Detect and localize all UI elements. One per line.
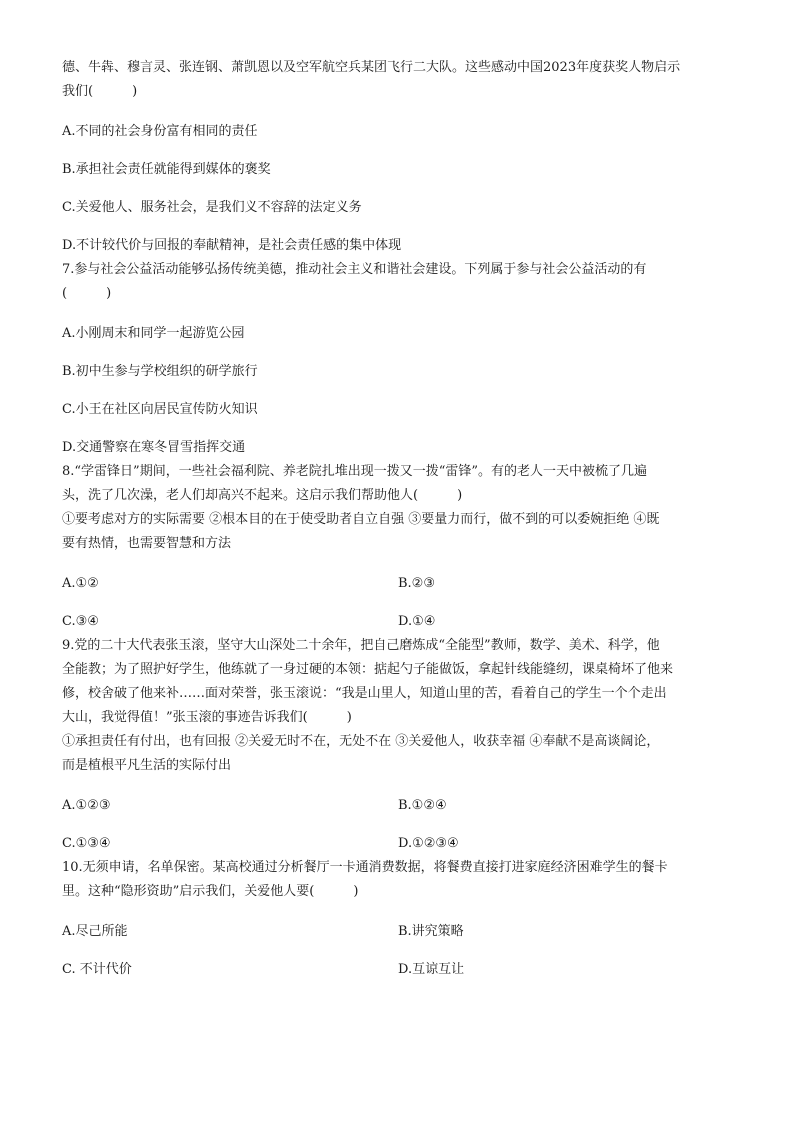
q9-options-row-2 [62,832,734,856]
q9-option-c: C.①③④ [62,836,111,851]
q8-option-b: B.②③ [398,576,435,591]
q10-options-row-1 [62,920,734,944]
q8-options-row-2 [62,610,734,634]
q6-stem-line-2: 我们( ) [62,84,138,99]
exam-page [62,56,734,982]
q8-options-row-1 [62,572,734,596]
q10-option-d: D.互谅互让 [398,962,465,977]
q9-statements-line-2: 而是植根平凡生活的实际付出 [62,758,232,773]
q9-stem-line-1: 9.党的二十大代表张玉滚，坚守大山深处二十余年，把自己磨炼成“全能型”教师，数学、美术、科学，他 [62,638,660,653]
q9-statements-line-1: ①承担责任有付出，也有回报 ②关爱无时不在，无处不在 ③关爱他人，收获幸福 ④奉献不是高谈阔论， [62,734,660,749]
q10-option-c: C. 不计代价 [62,962,132,977]
q7-option-a: A.小刚周末和同学一起游览公园 [62,326,245,341]
q9-options-row-1 [62,794,734,818]
q6-option-a: A.不同的社会身份富有相同的责任 [62,124,258,139]
q9-stem-line-3: 修，校舍破了他来补……面对荣誉，张玉滚说：“我是山里人，知道山里的苦，看着自己的学生一个个走出 [62,686,667,701]
q6-option-c: C.关爱他人、服务社会，是我们义不容辞的法定义务 [62,200,362,215]
q8-statements-line-1: ①要考虑对方的实际需要 ②根本目的在于使受助者自立自强 ③要量力而行，做不到的可以委婉拒绝 ④既 [62,512,660,527]
q8-stem-line-1: 8.“学雷锋日”期间，一些社会福利院、养老院扎堆出现一拨又一拨“雷锋”。有的老人一天中被梳了几遍 [62,464,647,479]
q9-option-b: B.①②④ [398,798,447,813]
q8-stem-line-2: 头，洗了几次澡，老人们却高兴不起来。这启示我们帮助他人( ) [62,488,463,503]
q7-stem-line-2: ( ) [62,286,112,301]
q10-option-b: B.讲究策略 [398,924,464,939]
q8-option-c: C.③④ [62,614,99,629]
q10-stem-line-1: 10.无须申请，名单保密。某高校通过分析餐厅一卡通消费数据，将餐费直接打进家庭经济困难学生的餐卡 [62,860,668,875]
q10-options-row-2 [62,958,734,982]
q9-stem-line-4: 大山，我觉得值！”张玉滚的事迹告诉我们( ) [62,710,352,725]
q10-stem-line-2: 里。这种“隐形资助”启示我们，关爱他人要( ) [62,884,359,899]
q8-option-d: D.①④ [398,614,436,629]
q7-option-d: D.交通警察在寒冬冒雪指挥交通 [62,440,246,455]
q6-option-b: B.承担社会责任就能得到媒体的褒奖 [62,162,271,177]
q8-option-a: A.①② [62,576,99,591]
q6-stem-line-1: 德、牛犇、穆言灵、张连钢、萧凯恩以及空军航空兵某团飞行二大队。这些感动中国2023年度获奖人物启示 [62,60,681,75]
q10-option-a: A.尽己所能 [62,924,128,939]
q9-stem-line-2: 全能教；为了照护好学生，他练就了一身过硬的本领：掂起勺子能做饭，拿起针线能缝纫，课桌椅坏了他来 [62,662,674,677]
q7-option-b: B.初中生参与学校组织的研学旅行 [62,364,258,379]
q6-option-d: D.不计较代价与回报的奉献精神，是社会责任感的集中体现 [62,238,402,253]
q7-option-c: C.小王在社区向居民宣传防火知识 [62,402,258,417]
q7-stem-line-1: 7.参与社会公益活动能够弘扬传统美德，推动社会主义和谐社会建设。下列属于参与社会公益活动的有 [62,262,647,277]
q9-option-a: A.①②③ [62,798,111,813]
q9-option-d: D.①②③④ [398,836,459,851]
q8-statements-line-2: 要有热情，也需要智慧和方法 [62,536,232,551]
